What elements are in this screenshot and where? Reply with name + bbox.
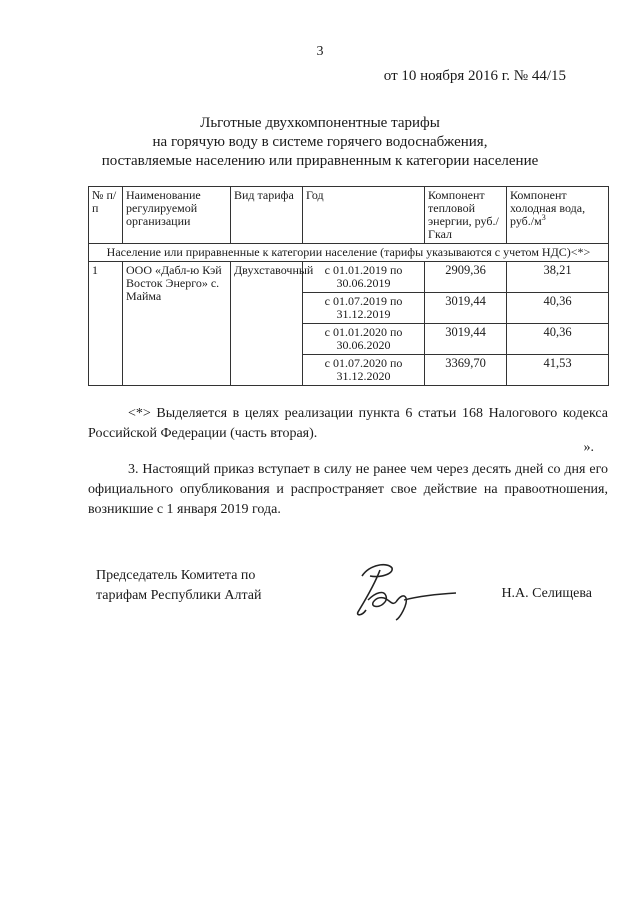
signatory-title (96, 566, 261, 606)
handwritten-signature (340, 556, 460, 626)
signer-name: Н.А. Селищева (501, 586, 592, 601)
document-title (80, 114, 560, 171)
cold-cell: 40,36 (507, 293, 609, 324)
header-period: Год (303, 187, 425, 244)
cold-cell: 40,36 (507, 324, 609, 355)
cold-cell: 38,21 (507, 262, 609, 293)
heat-cell: 2909,36 (425, 262, 507, 293)
period-cell: с 01.07.2020 по 31.12.2020 (303, 355, 425, 386)
header-num: № п/п (89, 187, 123, 244)
group-label: Население или приравненные к категории население (тарифы указываются с учетом НДС)<*> (89, 244, 609, 262)
group-row (89, 244, 609, 262)
footnote: <*> Выделяется в целях реализации пункта 6 статьи 168 Налогового кодекса Российской Федерации (часть вторая). (88, 406, 608, 441)
heat-cell: 3019,44 (425, 324, 507, 355)
order-reference: от 10 ноября 2016 г. № 44/15 (383, 68, 566, 84)
header-cold (507, 187, 609, 244)
heat-cell: 3369,70 (425, 355, 507, 386)
table-header-row (89, 187, 609, 244)
signatory-title-line-2: тарифам Республики Алтай (96, 588, 262, 603)
title-line-1: Льготные двухкомпонентные тарифы (200, 115, 440, 131)
header-org: Наименование регулируемой организации (123, 187, 231, 244)
header-cold-text: Компонент холодная вода, руб./м (510, 188, 586, 228)
header-type: Вид тарифа (231, 187, 303, 244)
heat-cell: 3019,44 (425, 293, 507, 324)
row-num: 1 (89, 262, 123, 386)
title-line-2: на горячую воду в системе горячего водоснабжения, (152, 134, 488, 150)
title-line-3: поставляемые населению или приравненным к категории население (101, 153, 539, 169)
row-org: ООО «Дабл-ю Кэй Восток Энерго» с. Майма (123, 262, 231, 386)
clause-3: 3. Настоящий приказ вступает в силу не ранее чем через десять дней со дня его официального опубликования и распространяет свое действие на правоотношения, возникшие с 1 января 2019 года. (88, 462, 608, 517)
page-number: 3 (316, 44, 324, 59)
header-cold-sup: 3 (541, 213, 546, 222)
period-cell: с 01.01.2019 по 30.06.2019 (303, 262, 425, 293)
closing-quote: ». (583, 440, 594, 455)
signatory-title-line-1: Председатель Комитета по (96, 568, 256, 583)
header-heat: Компонент тепловой энергии, руб./Гкал (425, 187, 507, 244)
period-cell: с 01.01.2020 по 30.06.2020 (303, 324, 425, 355)
row-type: Двухставочный (231, 262, 303, 386)
cold-cell: 41,53 (507, 355, 609, 386)
tariff-table (88, 186, 609, 386)
period-cell: с 01.07.2019 по 31.12.2019 (303, 293, 425, 324)
table-row (89, 262, 609, 293)
